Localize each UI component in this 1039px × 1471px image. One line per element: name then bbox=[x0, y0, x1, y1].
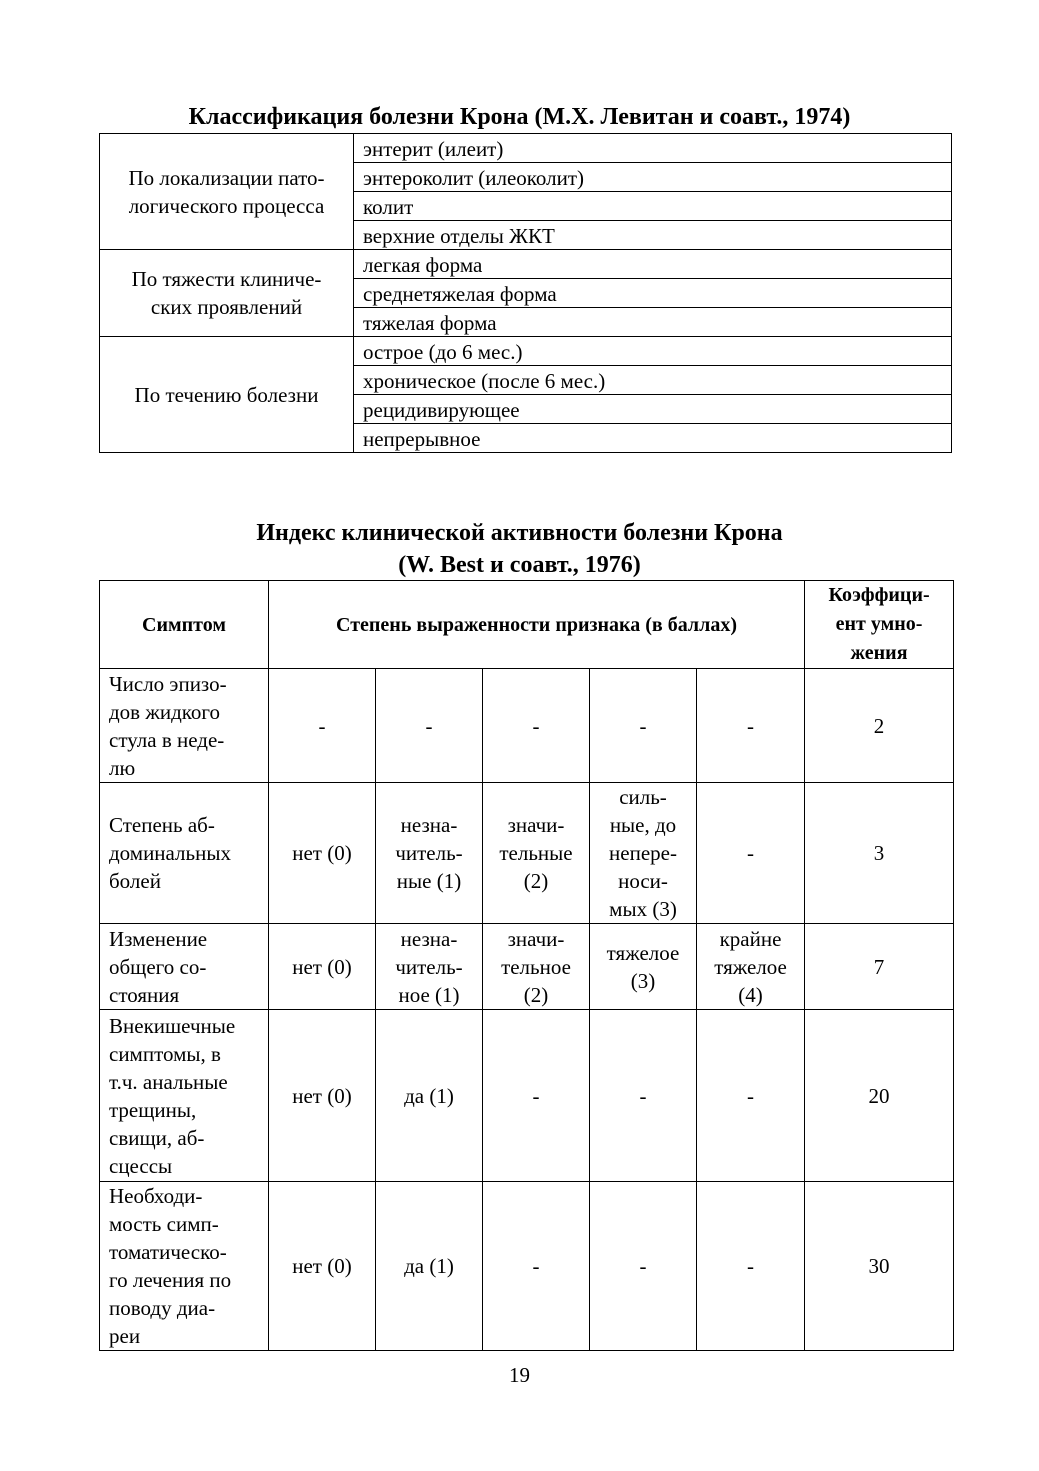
classification-group-label bbox=[100, 134, 354, 250]
score-cell bbox=[590, 924, 697, 1010]
symptom-line: Изменение bbox=[109, 926, 208, 951]
classification-title: Классификация болезни Крона (М.Х. Левитан и соавт., 1974) bbox=[188, 104, 851, 130]
symptom-line: дов жидкого bbox=[109, 699, 221, 724]
score-cell bbox=[590, 1182, 697, 1351]
score-line: - bbox=[532, 1254, 540, 1278]
score-line: нет (0) bbox=[292, 1254, 352, 1278]
score-cell bbox=[483, 924, 590, 1010]
group-label-line: логического процесса bbox=[128, 193, 325, 218]
symptom-line: поводу диа- bbox=[109, 1296, 216, 1320]
classification-row bbox=[100, 250, 952, 279]
score-line: - bbox=[532, 1083, 540, 1108]
score-line: - bbox=[425, 713, 433, 738]
score-cell bbox=[269, 783, 376, 924]
classification-item: тяжелая форма bbox=[354, 308, 952, 337]
score-line: ное (1) bbox=[398, 982, 460, 1007]
score-cell bbox=[483, 1182, 590, 1351]
classification-table bbox=[99, 133, 952, 453]
score-cell bbox=[590, 1010, 697, 1182]
score-line: (2) bbox=[523, 982, 549, 1007]
table-row bbox=[100, 1010, 954, 1182]
score-line: - bbox=[747, 1254, 755, 1278]
symptom-line: болей bbox=[109, 869, 161, 893]
score-line: (3) bbox=[630, 968, 656, 993]
score-line: читель- bbox=[395, 841, 463, 865]
score-line: носи- bbox=[618, 869, 668, 893]
group-label-line: ских проявлений bbox=[150, 295, 303, 319]
score-cell bbox=[697, 924, 805, 1010]
header-coef-line: ент умно- bbox=[835, 613, 923, 635]
symptom-cell bbox=[100, 924, 269, 1010]
coefficient-cell: 2 bbox=[805, 669, 954, 783]
symptom-cell bbox=[100, 1010, 269, 1182]
coefficient-cell: 3 bbox=[805, 783, 954, 924]
score-line: тельные bbox=[499, 841, 573, 865]
classification-item: верхние отделы ЖКТ bbox=[354, 221, 952, 250]
classification-item: острое (до 6 мес.) bbox=[354, 337, 952, 366]
symptom-line: томатическо- bbox=[109, 1240, 227, 1264]
coefficient-cell: 7 bbox=[805, 924, 954, 1010]
classification-item: непрерывное bbox=[354, 424, 952, 453]
symptom-line: реи bbox=[109, 1324, 141, 1348]
score-line: - bbox=[639, 713, 647, 738]
symptom-line: Степень аб- bbox=[109, 813, 215, 837]
classification-item: энтерит (илеит) bbox=[354, 134, 952, 163]
symptom-line: го лечения по bbox=[109, 1268, 232, 1292]
score-line: да (1) bbox=[404, 1083, 454, 1108]
score-line: нет (0) bbox=[292, 841, 352, 865]
score-cell bbox=[483, 669, 590, 783]
symptom-line: Необходи- bbox=[109, 1184, 203, 1208]
symptom-line: сцессы bbox=[109, 1153, 173, 1178]
header-severity: Степень выраженности признака (в баллах) bbox=[269, 581, 805, 669]
table-row bbox=[100, 669, 954, 783]
classification-group-label bbox=[100, 250, 354, 337]
index-title-line2: (W. Best и соавт., 1976) bbox=[398, 552, 641, 578]
score-cell bbox=[376, 1182, 483, 1351]
score-line: да (1) bbox=[404, 1254, 454, 1278]
score-cell bbox=[483, 783, 590, 924]
classification-item: хроническое (после 6 мес.) bbox=[354, 366, 952, 395]
group-label-line: По течению болезни bbox=[134, 382, 319, 407]
score-cell bbox=[376, 1010, 483, 1182]
score-line: - bbox=[639, 1254, 647, 1278]
score-line: мых (3) bbox=[609, 897, 677, 921]
score-line: тяжелое bbox=[714, 954, 787, 979]
table-row bbox=[100, 783, 954, 924]
score-line: тельное bbox=[501, 954, 571, 979]
symptom-line: Число эпизо- bbox=[109, 671, 227, 696]
classification-item: легкая форма bbox=[354, 250, 952, 279]
symptom-cell bbox=[100, 669, 269, 783]
score-line: ные, до bbox=[609, 813, 677, 837]
score-line: крайне bbox=[719, 926, 782, 951]
score-cell bbox=[590, 783, 697, 924]
score-line: ные (1) bbox=[396, 869, 462, 893]
header-coef-line: Коэффици- bbox=[828, 584, 930, 606]
score-line: незна- bbox=[400, 926, 458, 951]
score-line: нет (0) bbox=[292, 1083, 352, 1108]
score-cell bbox=[697, 783, 805, 924]
score-cell bbox=[376, 783, 483, 924]
score-line: значи- bbox=[507, 813, 565, 837]
score-cell bbox=[590, 669, 697, 783]
score-line: - bbox=[747, 1083, 755, 1108]
symptom-line: общего со- bbox=[109, 954, 207, 979]
score-line: - bbox=[532, 713, 540, 738]
symptom-line: стула в неде- bbox=[109, 727, 225, 752]
symptom-line: мость симп- bbox=[109, 1212, 219, 1236]
symptom-line: трещины, bbox=[109, 1097, 197, 1122]
score-cell bbox=[269, 1010, 376, 1182]
classification-item: среднетяжелая форма bbox=[354, 279, 952, 308]
score-line: - bbox=[318, 713, 326, 738]
score-line: - bbox=[747, 841, 755, 865]
score-line: нет (0) bbox=[292, 954, 352, 979]
page-number: 19 bbox=[509, 1363, 530, 1387]
score-line: читель- bbox=[395, 954, 463, 979]
activity-index-table bbox=[99, 580, 954, 1351]
score-cell bbox=[269, 1182, 376, 1351]
score-line: незна- bbox=[400, 813, 458, 837]
score-cell bbox=[269, 924, 376, 1010]
symptom-line: свищи, аб- bbox=[109, 1125, 205, 1150]
score-cell bbox=[697, 1010, 805, 1182]
symptom-line: лю bbox=[109, 755, 136, 780]
group-label-line: По тяжести клиниче- bbox=[131, 267, 322, 291]
table-header-row bbox=[100, 581, 954, 669]
index-title-line1: Индекс клинической активности болезни Крона bbox=[256, 520, 783, 546]
coefficient-cell: 30 bbox=[805, 1182, 954, 1351]
header-symptom: Симптом bbox=[100, 581, 269, 669]
symptom-line: Внекишечные bbox=[109, 1013, 236, 1038]
symptom-cell bbox=[100, 783, 269, 924]
table-row bbox=[100, 924, 954, 1010]
symptom-line: симптомы, в bbox=[109, 1041, 221, 1066]
score-cell bbox=[269, 669, 376, 783]
score-line: - bbox=[747, 713, 755, 738]
score-cell bbox=[483, 1010, 590, 1182]
score-line: значи- bbox=[507, 926, 565, 951]
table-row bbox=[100, 1182, 954, 1351]
coefficient-cell: 20 bbox=[805, 1010, 954, 1182]
symptom-cell bbox=[100, 1182, 269, 1351]
score-line: тяжелое bbox=[606, 940, 680, 965]
group-label-line: По локализации пато- bbox=[128, 165, 325, 190]
symptom-line: т.ч. анальные bbox=[109, 1069, 228, 1094]
score-cell bbox=[697, 669, 805, 783]
classification-row bbox=[100, 337, 952, 366]
score-line: непере- bbox=[609, 841, 677, 865]
score-line: (2) bbox=[523, 869, 549, 893]
score-line: - bbox=[639, 1083, 647, 1108]
classification-group-label bbox=[100, 337, 354, 453]
score-cell bbox=[697, 1182, 805, 1351]
score-line: силь- bbox=[619, 785, 667, 809]
score-line: (4) bbox=[738, 982, 763, 1007]
classification-item: рецидивирующее bbox=[354, 395, 952, 424]
symptom-line: стояния bbox=[109, 982, 180, 1007]
classification-item: энтероколит (илеоколит) bbox=[354, 163, 952, 192]
classification-row bbox=[100, 134, 952, 163]
header-coefficient bbox=[805, 581, 954, 669]
score-cell bbox=[376, 669, 483, 783]
header-coef-line: жения bbox=[850, 642, 908, 664]
score-cell bbox=[376, 924, 483, 1010]
symptom-line: доминальных bbox=[109, 841, 231, 865]
classification-item: колит bbox=[354, 192, 952, 221]
